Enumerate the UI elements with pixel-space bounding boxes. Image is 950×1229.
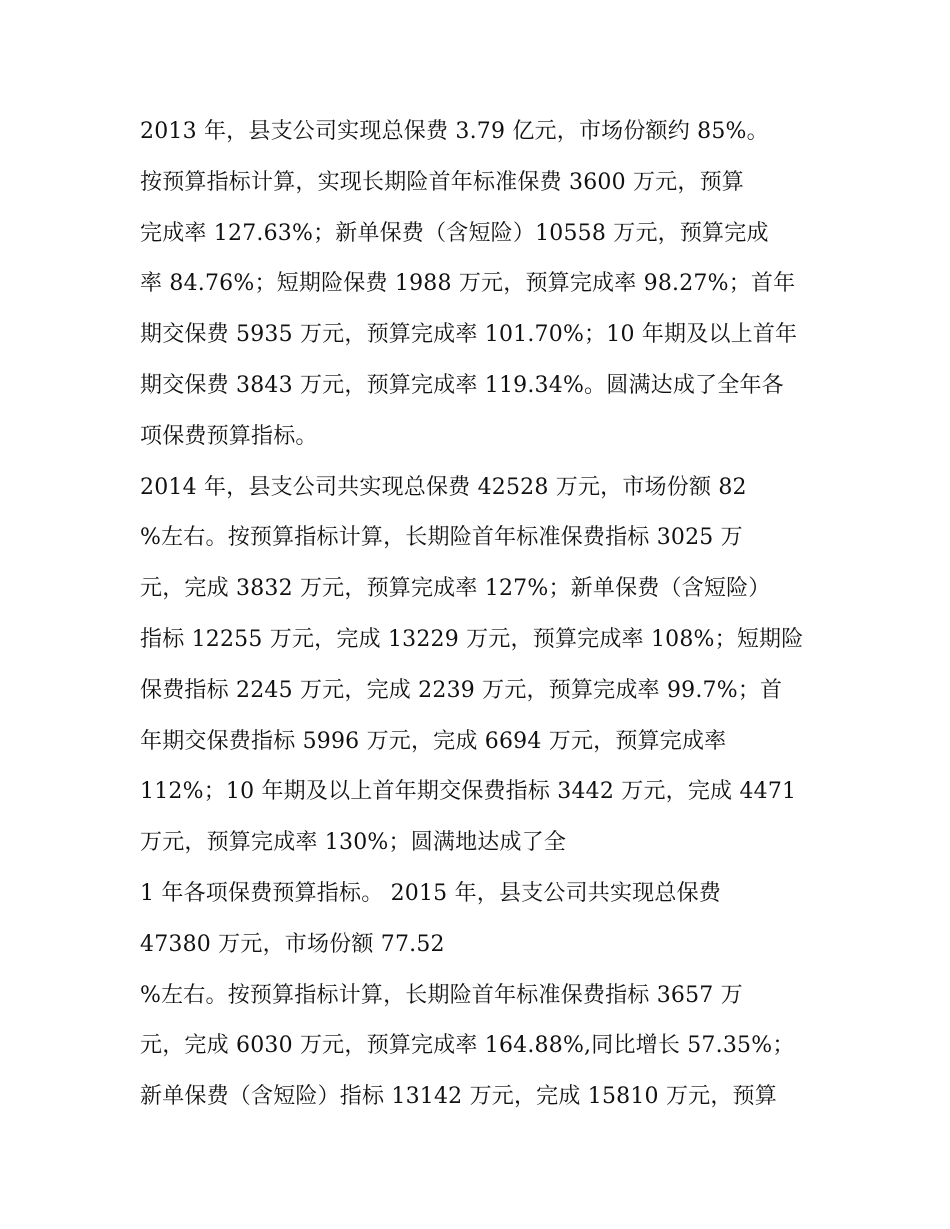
text-line: 完成率 127.63%；新单保费（含短险）10558 万元，预算完成 bbox=[140, 220, 769, 246]
text-line: 期交保费 3843 万元，预算完成率 119.34%。圆满达成了全年各 bbox=[140, 372, 784, 398]
text-line: 1 年各项保费预算指标。 2015 年，县支公司共实现总保费 bbox=[140, 880, 721, 906]
text-line: 保费指标 2245 万元，完成 2239 万元，预算完成率 99.7%；首 bbox=[140, 677, 783, 703]
text-line: 2014 年，县支公司共实现总保费 42528 万元，市场份额 82 bbox=[140, 474, 747, 500]
text-line: 期交保费 5935 万元，预算完成率 101.70%；10 年期及以上首年 bbox=[140, 322, 798, 348]
text-line: 47380 万元，市场份额 77.52 bbox=[140, 931, 445, 957]
text-line: 率 84.76%；短期险保费 1988 万元，预算完成率 98.27%；首年 bbox=[140, 271, 796, 297]
text-line: %左右。按预算指标计算，长期险首年标准保费指标 3025 万 bbox=[140, 525, 743, 551]
text-line: 项保费预算指标。 bbox=[140, 423, 318, 449]
text-line: 指标 12255 万元，完成 13229 万元，预算完成率 108%；短期险 bbox=[140, 626, 804, 652]
text-line: 新单保费（含短险）指标 13142 万元，完成 15810 万元，预算 bbox=[140, 1084, 777, 1110]
text-line: 万元，预算完成率 130%；圆满地达成了全 bbox=[140, 830, 567, 856]
text-line: 年期交保费指标 5996 万元，完成 6694 万元，预算完成率 bbox=[140, 728, 727, 754]
text-line: 元，完成 6030 万元，预算完成率 164.88%,同比增长 57.35%； bbox=[140, 1033, 795, 1059]
text-line: 元，完成 3832 万元，预算完成率 127%；新单保费（含短险） bbox=[140, 576, 771, 602]
text-line: 112%；10 年期及以上首年期交保费指标 3442 万元，完成 4471 bbox=[140, 779, 797, 805]
text-line: 2013 年，县支公司实现总保费 3.79 亿元，市场份额约 85%。 bbox=[140, 119, 769, 144]
text-line: 按预算指标计算，实现长期险首年标准保费 3600 万元，预算 bbox=[140, 169, 744, 195]
body-text bbox=[140, 107, 830, 1123]
text-line: %左右。按预算指标计算，长期险首年标准保费指标 3657 万 bbox=[140, 982, 743, 1008]
